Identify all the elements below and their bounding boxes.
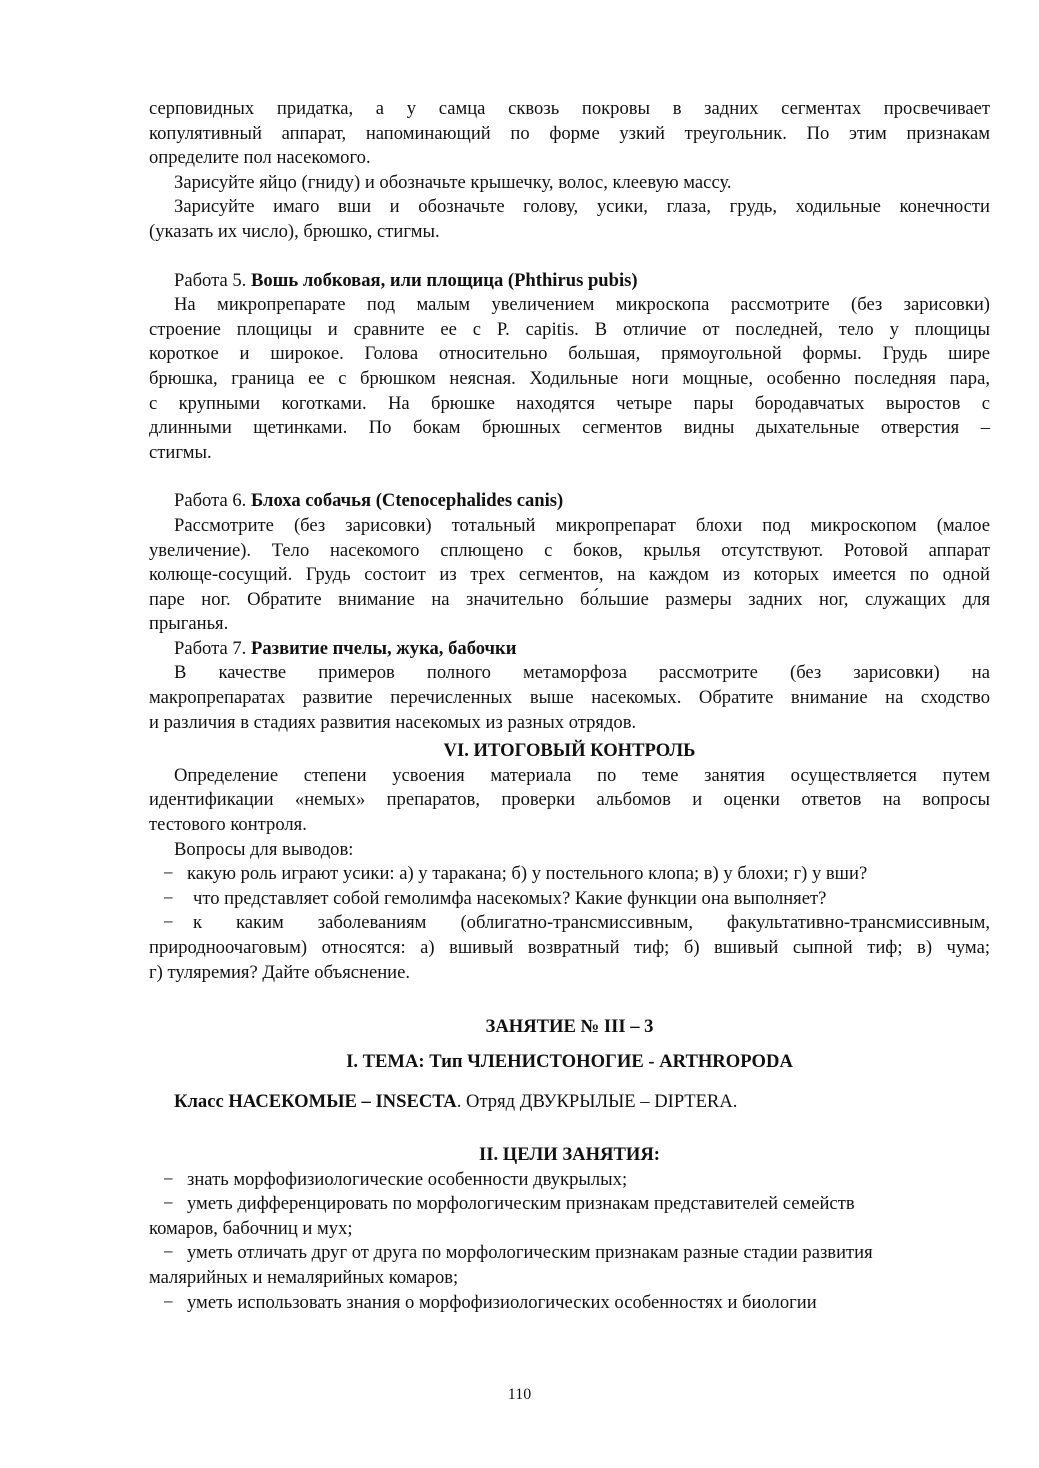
list-item-text: знать морфофизиологические особенности двукрылых;	[187, 1168, 628, 1190]
paragraph	[149, 97, 990, 171]
work-heading	[149, 637, 990, 662]
list-item-text: уметь дифференцировать по морфологическим признакам представителей семейств	[187, 1193, 855, 1215]
paragraph: Зарисуйте яйцо (гниду) и обозначьте крышечку, волос, клеевую массу.	[174, 171, 732, 193]
list-item	[149, 887, 990, 912]
text-line: паре ног. Обратите внимание на значительно бо́льшие размеры задних ног, служащих для	[149, 588, 990, 610]
work-prefix: Работа 7.	[174, 637, 251, 659]
dash-bullet: −	[163, 1242, 174, 1264]
text-line: колюще-сосущий. Грудь состоит из трех сегментов, на каждом из которых имеется по одной	[149, 564, 990, 586]
text-line: серповидных придатка, а у самца сквозь покровы в задних сегментах просвечивает	[149, 98, 990, 119]
paragraph	[149, 764, 990, 838]
paragraph	[149, 661, 990, 735]
work-prefix: Работа 6.	[174, 490, 251, 512]
class-rest: . Отряд ДВУКРЫЛЫЕ – DIPTERA.	[456, 1091, 738, 1113]
page-number: 110	[507, 1386, 532, 1403]
list-item	[149, 1192, 990, 1241]
work-title: Блоха собачья (Ctenocephalides canis)	[250, 490, 564, 512]
dash-bullet: −	[163, 912, 174, 934]
dash-bullet: −	[163, 1193, 174, 1215]
list-item	[149, 911, 990, 985]
text-line: Определение степени усвоения материала по теме занятия осуществляется путем	[174, 764, 990, 786]
text-line	[149, 911, 990, 936]
lesson-class	[149, 1090, 990, 1115]
dash-bullet: −	[163, 887, 174, 909]
paragraph	[149, 514, 990, 637]
list-item	[149, 1241, 990, 1290]
text-line: комаров, бабочниц и мух;	[149, 1217, 353, 1239]
class-bold: Класс НАСЕКОМЫЕ – INSECTA	[174, 1091, 457, 1113]
dash-bullet: −	[163, 1291, 174, 1313]
text-line: Рассмотрите (без зарисовки) тотальный микропрепарат блохи под микроскопом (малое	[174, 514, 990, 536]
lesson-number: ЗАНЯТИЕ № III – 3	[485, 1016, 654, 1038]
text-line: длинными щетинками. По бокам брюшных сегментов видны дыхательные отверстия –	[149, 417, 990, 439]
list-item	[149, 862, 990, 887]
list-item	[149, 1291, 990, 1316]
work-prefix: Работа 5.	[174, 269, 251, 291]
text-line: (указать их число), брюшко, стигмы.	[149, 220, 440, 242]
dash-bullet: −	[163, 1168, 174, 1190]
work-heading	[149, 489, 990, 514]
text-line: прыганья.	[149, 613, 229, 635]
text-line	[149, 1192, 990, 1217]
list-item-text: уметь отличать друг от друга по морфологическим признакам разные стадии развития	[187, 1242, 873, 1264]
text-line: стигмы.	[149, 441, 212, 463]
dash-bullet: −	[163, 863, 174, 885]
paragraph	[149, 293, 990, 465]
work-title: Развитие пчелы, жука, бабочки	[250, 637, 517, 659]
text-line: макропрепаратах развитие перечисленных выше насекомых. Обратите внимание на сходство	[149, 687, 990, 709]
text-line: брюшка, граница ее с брюшком неясная. Ходильные ноги мощные, особенно последняя пара,	[149, 367, 990, 389]
paragraph	[149, 195, 990, 244]
section-heading: VI. ИТОГОВЫЙ КОНТРОЛЬ	[443, 740, 696, 762]
text-line: г) туляремия? Дайте объяснение.	[149, 961, 411, 983]
work-title: Вошь лобковая, или площица (Phthirus pubis)	[250, 269, 638, 291]
list-item-text: уметь использовать знания о морфофизиологических особенностях и биологии	[187, 1291, 817, 1313]
text-line: копулятивный аппарат, напоминающий по форме узкий треугольник. По этим признакам	[149, 122, 990, 144]
questions-title: Вопросы для выводов:	[174, 838, 354, 860]
section-heading: II. ЦЕЛИ ЗАНЯТИЯ:	[479, 1143, 660, 1165]
text-line: короткое и широкое. Голова относительно большая, прямоугольной формы. Грудь шире	[149, 343, 990, 365]
document-page	[149, 97, 990, 1315]
text-line: идентификации «немых» препаратов, проверки альбомов и оценки ответов на вопросы	[149, 789, 990, 811]
work-heading	[149, 269, 990, 294]
text-line: В качестве примеров полного метаморфоза рассмотрите (без зарисовки) на	[174, 662, 990, 684]
list-item-text: какую роль играют усики: а) у таракана; б) у постельного клопа; в) у блохи; г) у вши?	[187, 863, 868, 885]
text-line	[149, 1241, 990, 1266]
lesson-theme: I. ТЕМА: Тип ЧЛЕНИСТОНОГИЕ - ARTHROPODA	[346, 1050, 793, 1072]
text-line: увеличение). Тело насекомого сплющено с боков, крылья отсутствуют. Ротовой аппарат	[149, 539, 990, 561]
text-line: тестового контроля.	[149, 814, 307, 836]
list-item-text: к каким заболеваниям (облигатно-трансмиссивным, факультативно-трансмиссивным,	[193, 912, 990, 934]
list-item-text: что представляет собой гемолимфа насекомых? Какие функции она выполняет?	[193, 887, 827, 909]
text-line: малярийных и немалярийных комаров;	[149, 1266, 459, 1288]
text-line: с крупными коготками. На брюшке находятся четыре пары бородавчатых выростов с	[149, 392, 990, 414]
text-line: определите пол насекомого.	[149, 147, 371, 169]
text-line: и различия в стадиях развития насекомых из разных отрядов.	[149, 711, 637, 733]
text-line: строение площицы и сравните ее с P. capitis. В отличие от последней, тело у площицы	[149, 318, 990, 340]
text-line: На микропрепарате под малым увеличением микроскопа рассмотрите (без зарисовки)	[174, 294, 990, 316]
text-line: Зарисуйте имаго вши и обозначьте голову, усики, глаза, грудь, ходильные конечности	[174, 196, 990, 218]
text-line: природноочаговым) относятся: а) вшивый возвратный тиф; б) вшивый сыпной тиф; в) чума;	[149, 937, 990, 958]
list-item	[149, 1168, 990, 1193]
